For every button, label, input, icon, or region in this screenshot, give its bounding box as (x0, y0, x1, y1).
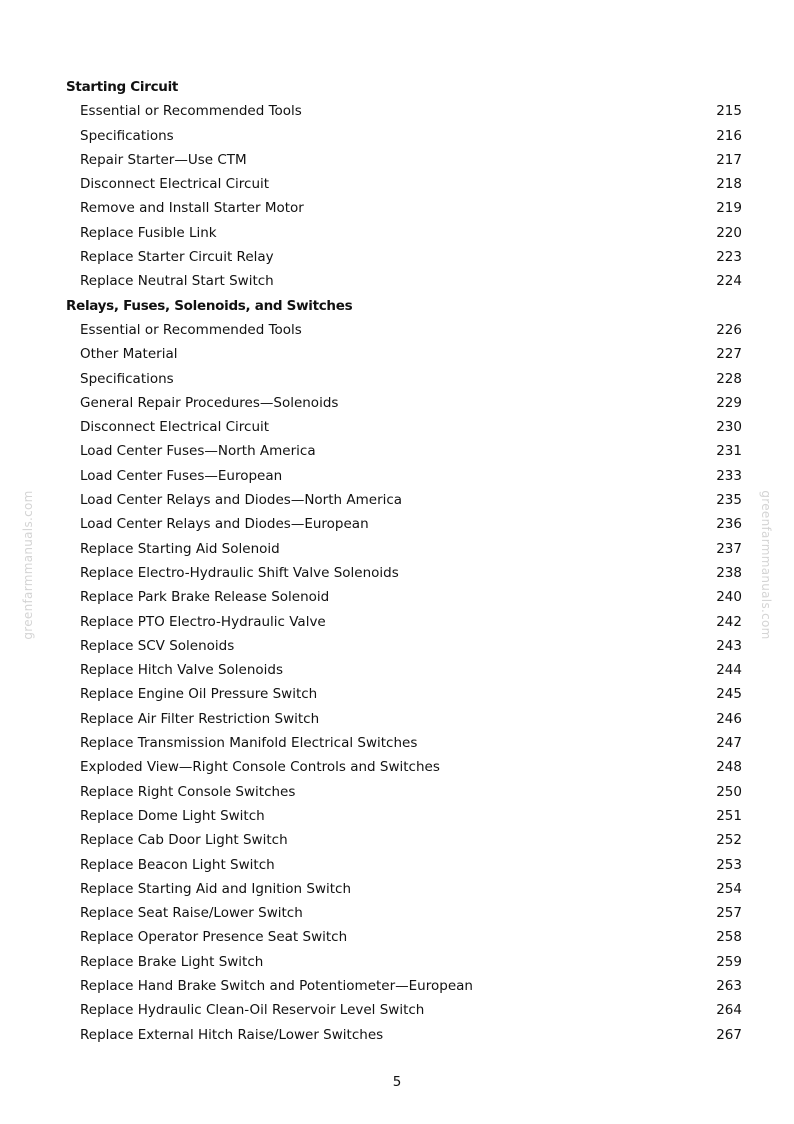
toc-entry-page: 251 (716, 807, 742, 824)
toc-entry[interactable] (0, 488, 794, 512)
toc-entry-title: Replace External Hitch Raise/Lower Switches (80, 1026, 384, 1043)
toc-entry-page: 233 (716, 467, 742, 484)
toc-entry[interactable] (0, 439, 794, 463)
toc-entry[interactable] (0, 172, 794, 196)
toc-entry-page: 228 (716, 370, 742, 387)
toc-entry[interactable] (0, 99, 794, 123)
toc-entry-title: Replace Starting Aid and Ignition Switch (80, 880, 352, 897)
toc-entry-title: Essential or Recommended Tools (80, 103, 302, 120)
watermark-left: greenfarmmanuals.com (21, 490, 35, 640)
toc-entry-page: 226 (716, 321, 742, 338)
toc-entry-page: 244 (716, 662, 742, 679)
toc-entry[interactable] (0, 585, 794, 609)
toc-entry-page: 263 (716, 977, 742, 994)
toc-entry-title: Replace Brake Light Switch (80, 953, 264, 970)
toc-entry-title: General Repair Procedures—Solenoids (80, 394, 339, 411)
toc-entry-page: 218 (716, 176, 742, 193)
toc-entry[interactable] (0, 367, 794, 391)
toc-entry[interactable] (0, 245, 794, 269)
toc-entry-title: Replace Engine Oil Pressure Switch (80, 686, 318, 703)
toc-entry-page: 217 (716, 151, 742, 168)
toc-entry[interactable] (0, 561, 794, 585)
toc-entry[interactable] (0, 682, 794, 706)
toc-entry[interactable] (0, 853, 794, 877)
toc-entry-page: 248 (716, 759, 742, 776)
toc-entry[interactable] (0, 877, 794, 901)
toc-entry-title: Replace Right Console Switches (80, 783, 296, 800)
toc-entry[interactable] (0, 464, 794, 488)
toc-entry-page: 253 (716, 856, 742, 873)
toc-entry-page: 230 (716, 419, 742, 436)
toc-entry-page: 246 (716, 710, 742, 727)
toc-entry-page: 242 (716, 613, 742, 630)
toc-entry-title: Disconnect Electrical Circuit (80, 176, 270, 193)
toc-entry[interactable] (0, 828, 794, 852)
toc-entry-page: 264 (716, 1002, 742, 1019)
toc-entry-title: Replace Operator Presence Seat Switch (80, 929, 348, 946)
toc-entry-title: Replace Hydraulic Clean-Oil Reservoir Level Switch (80, 1002, 425, 1019)
toc-entry[interactable] (0, 415, 794, 439)
toc-entry-title: Replace Dome Light Switch (80, 807, 265, 824)
toc-entry[interactable] (0, 537, 794, 561)
toc-entry[interactable] (0, 148, 794, 172)
toc-entry[interactable] (0, 804, 794, 828)
toc-entry-title: Load Center Relays and Diodes—European (80, 516, 369, 533)
toc-entry-title: Remove and Install Starter Motor (80, 200, 304, 217)
toc-entry-title: Replace Electro-Hydraulic Shift Valve Solenoids (80, 564, 399, 581)
toc-entry[interactable] (0, 512, 794, 536)
toc-entry-title: Replace Cab Door Light Switch (80, 832, 288, 849)
toc-entry-title: Replace Transmission Manifold Electrical Switches (80, 735, 418, 752)
toc-entry-title: Specifications (80, 370, 174, 387)
watermark-right: greenfarmmanuals.com (759, 490, 773, 640)
toc-entry-page: 258 (716, 929, 742, 946)
toc-entry-title: Replace Starting Aid Solenoid (80, 540, 280, 557)
toc-entry-page: 252 (716, 832, 742, 849)
toc-entry[interactable] (0, 269, 794, 293)
toc-entry-title: Replace Beacon Light Switch (80, 856, 275, 873)
toc-entry-title: Replace Seat Raise/Lower Switch (80, 905, 303, 922)
toc-entry[interactable] (0, 780, 794, 804)
toc-entry-title: Exploded View—Right Console Controls and Switches (80, 759, 440, 776)
toc-entry-page: 240 (716, 589, 742, 606)
toc-entry-page: 220 (716, 224, 742, 241)
toc-entry-page: 238 (716, 564, 742, 581)
toc-entry[interactable] (0, 731, 794, 755)
toc-entry-title: Essential or Recommended Tools (80, 321, 302, 338)
toc-entry-title: Replace Hand Brake Switch and Potentiometer—European (80, 977, 473, 994)
toc-entry-title: Replace SCV Solenoids (80, 637, 235, 654)
toc-entry-page: 216 (716, 127, 742, 144)
toc-entry-title: Load Center Fuses—North America (80, 443, 316, 460)
toc-entry[interactable] (0, 610, 794, 634)
toc-entry[interactable] (0, 196, 794, 220)
toc-entry-page: 219 (716, 200, 742, 217)
section-heading: Starting Circuit (66, 79, 179, 95)
toc-entry-page: 254 (716, 880, 742, 897)
toc-entry-page: 257 (716, 905, 742, 922)
toc-entry-title: Replace Starter Circuit Relay (80, 249, 274, 266)
toc-entry-page: 250 (716, 783, 742, 800)
toc-entry-title: Load Center Fuses—European (80, 467, 283, 484)
toc-entry[interactable] (0, 221, 794, 245)
page-number: 5 (392, 1074, 402, 1090)
toc-entry-page: 215 (716, 103, 742, 120)
toc-entry-title: Replace Air Filter Restriction Switch (80, 710, 320, 727)
toc-entry-page: 259 (716, 953, 742, 970)
toc-entry-page: 223 (716, 249, 742, 266)
toc-entry-title: Repair Starter—Use CTM (80, 151, 247, 168)
toc-entry[interactable] (0, 974, 794, 998)
toc-entry[interactable] (0, 925, 794, 949)
toc-entry[interactable] (0, 124, 794, 148)
toc-entry-page: 243 (716, 637, 742, 654)
toc-entry-title: Replace Fusible Link (80, 224, 217, 241)
toc-entry[interactable] (0, 342, 794, 366)
toc-entry-page: 236 (716, 516, 742, 533)
toc-entry-page: 229 (716, 394, 742, 411)
toc-entry-title: Replace Hitch Valve Solenoids (80, 662, 284, 679)
table-of-contents (0, 75, 794, 1047)
toc-entry[interactable] (0, 950, 794, 974)
toc-entry-title: Other Material (80, 346, 178, 363)
toc-entry[interactable] (0, 755, 794, 779)
toc-entry-title: Replace Neutral Start Switch (80, 273, 274, 290)
toc-entry-title: Specifications (80, 127, 174, 144)
toc-entry-title: Disconnect Electrical Circuit (80, 419, 270, 436)
toc-entry[interactable] (0, 1023, 794, 1047)
toc-entry-page: 247 (716, 735, 742, 752)
toc-entry[interactable] (0, 318, 794, 342)
toc-entry[interactable] (0, 707, 794, 731)
toc-entry[interactable] (0, 998, 794, 1022)
toc-entry[interactable] (0, 901, 794, 925)
toc-entry[interactable] (0, 634, 794, 658)
toc-entry-page: 235 (716, 492, 742, 509)
toc-entry-page: 224 (716, 273, 742, 290)
toc-entry-page: 267 (716, 1026, 742, 1043)
toc-entry-page: 245 (716, 686, 742, 703)
toc-entry-page: 227 (716, 346, 742, 363)
toc-entry[interactable] (0, 658, 794, 682)
toc-entry-page: 237 (716, 540, 742, 557)
toc-entry-title: Load Center Relays and Diodes—North America (80, 492, 403, 509)
toc-entry-title: Replace PTO Electro-Hydraulic Valve (80, 613, 326, 630)
toc-entry[interactable] (0, 391, 794, 415)
toc-entry-title: Replace Park Brake Release Solenoid (80, 589, 330, 606)
toc-entry-page: 231 (716, 443, 742, 460)
section-heading: Relays, Fuses, Solenoids, and Switches (66, 297, 353, 314)
